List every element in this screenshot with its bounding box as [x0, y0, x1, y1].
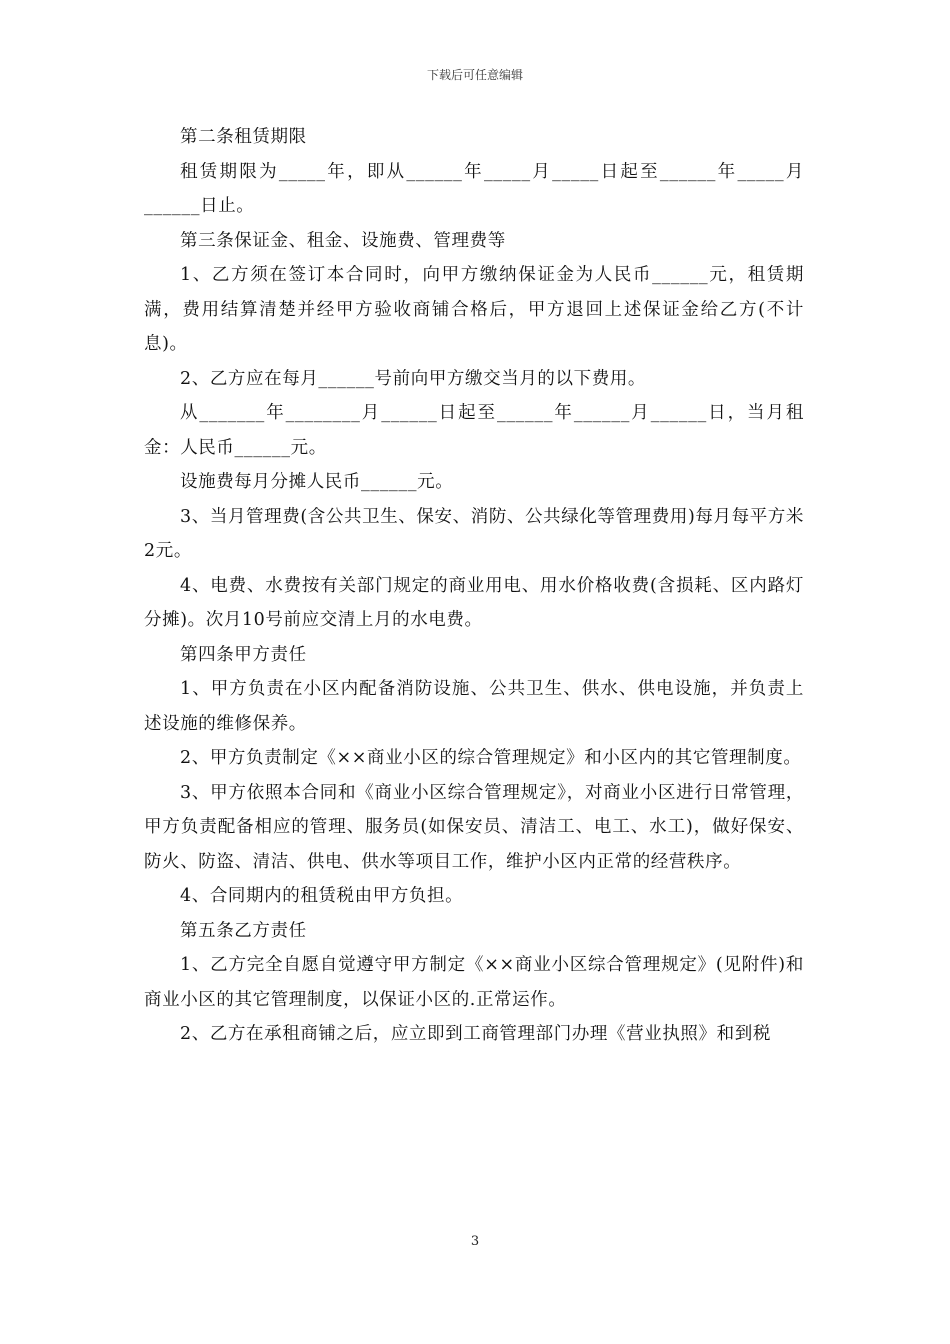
paragraph: 2、甲方负责制定《××商业小区的综合管理规定》和小区内的其它管理制度。	[180, 748, 802, 768]
paragraph: 4、电费、水费按有关部门规定的商业用电、用水价格收费(含损耗、区内路灯分摊)。次月10号前应交清上月的水电费。	[144, 575, 804, 630]
section-heading-party-a: 第四条甲方责任	[180, 644, 307, 665]
paragraph: 2、乙方应在每月______号前向甲方缴交当月的以下费用。	[180, 368, 647, 389]
paragraph: 1、乙方须在签订本合同时，向甲方缴纳保证金为人民币______元，租赁期满，费用结算清楚并经甲方验收商铺合格后，甲方退回上述保证金给乙方(不计息)。	[144, 265, 804, 354]
paragraph: 1、乙方完全自愿自觉遵守甲方制定《××商业小区综合管理规定》(见附件)和商业小区的其它管理制度，以保证小区的.正常运作。	[144, 955, 804, 1010]
paragraph: 4、合同期内的租赁税由甲方负担。	[180, 886, 464, 906]
paragraph: 从_______年________月______日起至______年______月______日，当月租金：人民币______元。	[144, 403, 804, 458]
paragraph: 租赁期限为_____年，即从______年_____月_____日起至______年_____月______日止。	[144, 161, 804, 216]
section-heading-deposit: 第三条保证金、租金、设施费、管理费等	[180, 230, 506, 251]
paragraph: 3、甲方依照本合同和《商业小区综合管理规定》，对商业小区进行日常管理，甲方负责配备相应的管理、服务员(如保安员、清洁工、电工、水工)，做好保安、防火、防盗、清洁、供电、供水等项目工作，维护小区内正常的经营秩序。	[144, 782, 804, 872]
section-heading-party-b: 第五条乙方责任	[180, 920, 307, 941]
paragraph: 设施费每月分摊人民币______元。	[180, 472, 454, 492]
page-header: 下载后可任意编辑	[426, 68, 523, 82]
document-body	[144, 120, 804, 1052]
section-heading-term: 第二条租赁期限	[180, 127, 307, 147]
paragraph: 3、当月管理费(含公共卫生、保安、消防、公共绿化等管理费用)每月每平方米2元。	[144, 506, 804, 561]
page-number: 3	[470, 1234, 480, 1249]
paragraph: 2、乙方在承租商铺之后，应立即到工商管理部门办理《营业执照》和到税	[180, 1024, 771, 1044]
paragraph: 1、甲方负责在小区内配备消防设施、公共卫生、供水、供电设施，并负责上述设施的维修保养。	[144, 679, 804, 734]
